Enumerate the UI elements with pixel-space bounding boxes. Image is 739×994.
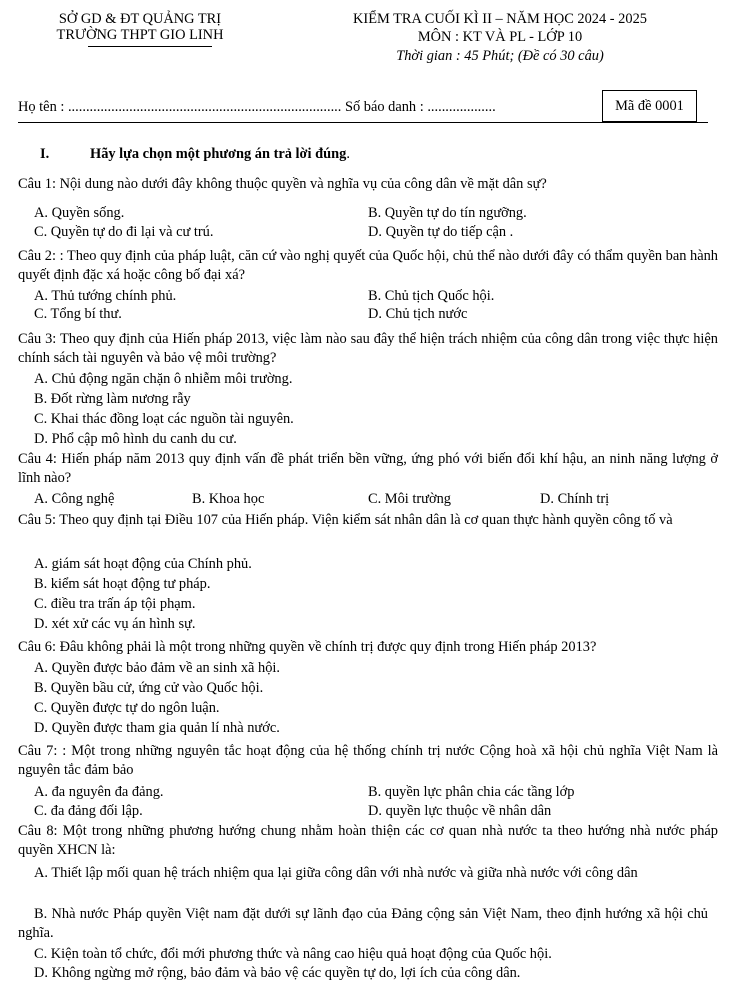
question-6: Câu 6: Đâu không phải là một trong những quyền về chính trị được quy định trong Hiến pháp 2013?: [18, 639, 597, 655]
q5-option-c[interactable]: C. điều tra trấn áp tội phạm.: [34, 596, 196, 612]
student-info-line: Họ tên : ............................................................................ Số báo danh : ...................: [18, 99, 496, 115]
question-1: Câu 1: Nội dung nào dưới đây không thuộc quyền và nghĩa vụ của công dân về mặt dân sự?: [18, 176, 547, 192]
q5-option-b[interactable]: B. kiểm sát hoạt động tư pháp.: [34, 576, 211, 592]
exam-code-box: Mã đề 0001: [602, 90, 697, 122]
q2-option-a[interactable]: A. Thủ tướng chính phủ.: [34, 288, 177, 304]
department-name: SỞ GD & ĐT QUẢNG TRỊ: [58, 11, 222, 27]
question-5: Câu 5: Theo quy định tại Điều 107 của Hiến pháp. Viện kiểm sát nhân dân là cơ quan thực hành quyền công tố và: [18, 512, 673, 528]
q3-option-c[interactable]: C. Khai thác đồng loạt các nguồn tài nguyên.: [34, 411, 294, 427]
question-4: Câu 4: Hiến pháp năm 2013 quy định vấn đề phát triển bền vững, ứng phó với biến đổi khí hậu, an ninh năng lượng ở lĩnh nào?: [18, 451, 718, 486]
info-underline: [18, 122, 708, 123]
q8-option-c[interactable]: C. Kiện toàn tổ chức, đổi mới phương thức và nâng cao hiệu quả hoạt động của Quốc hội.: [34, 946, 552, 962]
q2-option-c[interactable]: C. Tổng bí thư.: [34, 306, 122, 322]
exam-duration: Thời gian : 45 Phút; (Đề có 30 câu): [396, 48, 604, 64]
q6-option-a[interactable]: A. Quyền được bảo đảm về an sinh xã hội.: [34, 660, 281, 676]
subject-line: MÔN : KT VÀ PL - LỚP 10: [417, 29, 583, 45]
q8-option-b[interactable]: B. Nhà nước Pháp quyền Việt nam đặt dưới sự lãnh đạo của Đảng cộng sản Việt Nam, theo định hướng xã hội chủ nghĩa.: [18, 906, 708, 941]
header-divider: [88, 46, 212, 47]
q2-option-d[interactable]: D. Chủ tịch nước: [368, 306, 468, 322]
q1-option-c[interactable]: C. Quyền tự do đi lại và cư trú.: [34, 224, 214, 240]
section-number: I.: [40, 146, 50, 162]
q4-option-a[interactable]: A. Công nghệ: [34, 491, 115, 507]
q4-option-c[interactable]: C. Môi trường: [368, 491, 451, 507]
q4-option-d[interactable]: D. Chính trị: [540, 491, 610, 507]
q2-option-b[interactable]: B. Chủ tịch Quốc hội.: [368, 288, 495, 304]
question-2: Câu 2: : Theo quy định của pháp luật, căn cứ vào nghị quyết của Quốc hội, chủ thể nào dưới đây có thẩm quyền ban hành quyết định đặc xá hoặc công bố đại xá?: [18, 248, 718, 283]
exam-title: KIỂM TRA CUỐI KÌ II – NĂM HỌC 2024 - 2025: [353, 11, 647, 27]
q6-option-d[interactable]: D. Quyền được tham gia quản lí nhà nước.: [34, 720, 280, 736]
section-title: [90, 146, 350, 163]
question-8: Câu 8: Một trong những phương hướng chung nhằm hoàn thiện các cơ quan nhà nước ta theo hướng nhà nước pháp quyền XHCN là:: [18, 823, 718, 858]
q7-option-b[interactable]: B. quyền lực phân chia các tầng lớp: [368, 784, 575, 800]
q3-option-d[interactable]: D. Phổ cập mô hình du canh du cư.: [34, 431, 237, 447]
section-title-dot: .: [346, 146, 350, 162]
q7-option-d[interactable]: D. quyền lực thuộc về nhân dân: [368, 803, 552, 819]
question-3: Câu 3: Theo quy định của Hiến pháp 2013, việc làm nào sau đây thể hiện trách nhiệm của công dân trong việc thực hiện chính sách tài nguyên và bảo vệ môi trường?: [18, 331, 718, 366]
q8-option-a[interactable]: A. Thiết lập mối quan hệ trách nhiệm qua lại giữa công dân với nhà nước và giữa nhà nước với công dân: [34, 865, 638, 881]
q7-option-a[interactable]: A. đa nguyên đa đảng.: [34, 784, 164, 800]
q8-option-d[interactable]: D. Không ngừng mở rộng, bảo đảm và bảo vệ các quyền tự do, lợi ích của công dân.: [34, 965, 521, 981]
q6-option-c[interactable]: C. Quyền được tự do ngôn luận.: [34, 700, 220, 716]
q5-option-d[interactable]: D. xét xử các vụ án hình sự.: [34, 616, 196, 632]
q1-option-d[interactable]: D. Quyền tự do tiếp cận .: [368, 224, 514, 240]
section-title-text: Hãy lựa chọn một phương án trả lời đúng: [90, 146, 347, 162]
q3-option-a[interactable]: A. Chủ động ngăn chặn ô nhiễm môi trường.: [34, 371, 293, 387]
q4-option-b[interactable]: B. Khoa học: [192, 491, 265, 507]
q1-option-b[interactable]: B. Quyền tự do tín ngưỡng.: [368, 205, 527, 221]
q1-option-a[interactable]: A. Quyền sống.: [34, 205, 125, 221]
question-7: Câu 7: : Một trong những nguyên tắc hoạt động của hệ thống chính trị nước Cộng hoà xã hội chủ nghĩa Việt Nam là nguyên tắc đảm bảo: [18, 743, 718, 778]
q6-option-b[interactable]: B. Quyền bầu cử, ứng cử vào Quốc hội.: [34, 680, 264, 696]
q5-option-a[interactable]: A. giám sát hoạt động của Chính phủ.: [34, 556, 252, 572]
q3-option-b[interactable]: B. Đốt rừng làm nương rẫy: [34, 391, 191, 407]
q7-option-c[interactable]: C. đa đảng đối lập.: [34, 803, 143, 819]
school-name: TRƯỜNG THPT GIO LINH: [56, 27, 224, 43]
